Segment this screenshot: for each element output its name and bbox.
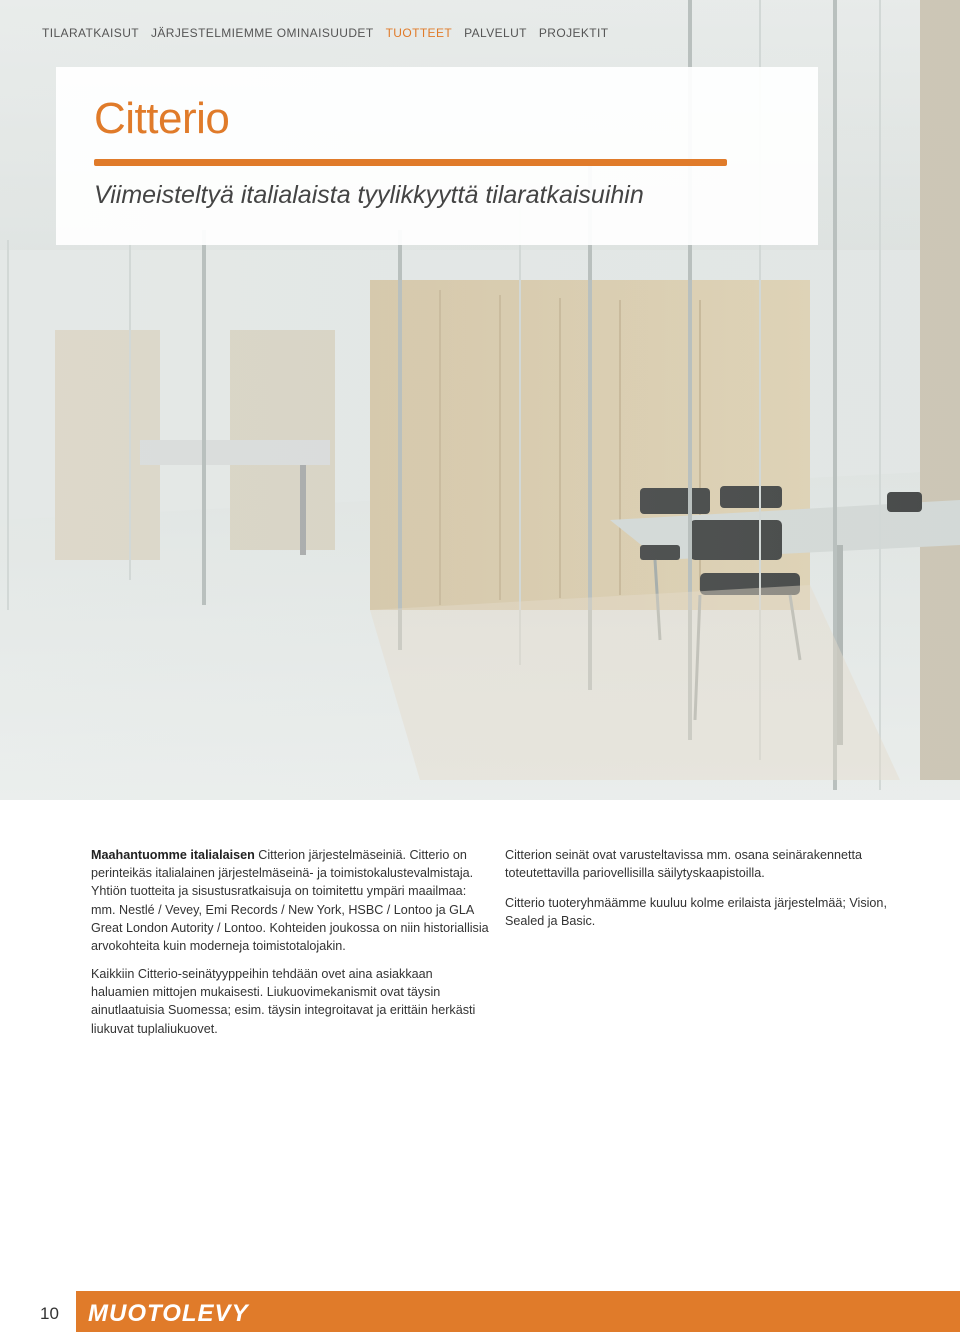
systems-paragraph [505,894,915,930]
nav-item-projektit[interactable]: PROJEKTIT [538,26,609,40]
page-subtitle: Viimeisteltyä italialaista tyylikkyyttä tilaratkaisuihin [94,181,644,209]
page-title: Citterio [94,94,230,143]
top-navigation [42,26,608,40]
systems-text: Citterio tuoteryhmäämme kuuluu kolme erilaista järjestelmää; Vision, Sealed ja Basic. [505,896,887,929]
intro-paragraph [91,846,491,955]
brand-logo: MUOTOLEVY [88,1300,249,1327]
page-footer [0,1291,960,1332]
intro-lead: Maahantuomme italialaisen [91,848,255,862]
doors-paragraph [91,965,491,1038]
storage-paragraph [505,846,915,882]
nav-item-ominaisuudet[interactable]: JÄRJESTELMIEMME OMINAISUUDET [151,26,374,40]
page-number-box [0,1291,76,1332]
nav-item-palvelut[interactable]: PALVELUT [464,26,527,40]
title-divider [94,159,727,166]
intro-text: Citterion järjestelmäseiniä. Citterio on perinteikäs italialainen järjestelmäseinä- ja toimistokalustevalmistaja. Yhtiön tuotteita ja sisustusratkaisuja on toimitettu ympäri maailmaa: mm. Nestlé / Vevey, Emi Records / New York, HSBC / Lontoo ja GLA Great London Autority / Lontoo. Kohteiden joukossa on niin historiallisia arvokohteita kuin moderneja toimistotalojakin. [91,848,489,954]
nav-item-tuotteet[interactable]: TUOTTEET [385,26,453,40]
doors-text: Kaikkiin Citterio-seinätyyppeihin tehdään ovet aina asiakkaan haluamien mittojen mukaisesti. Liukuovimekanismit ovat täysin ainutlaatuisia Suomessa; esim. täysin integroitavat ja erittäin herkästi liukuvat tuplaliukuovet. [91,967,476,1036]
storage-text: Citterion seinät ovat varusteltavissa mm. osana seinärakennetta toteutettavilla pariovellisilla säilytyskaapistoilla. [505,848,863,881]
page-number: 10 [40,1304,59,1323]
nav-item-tilaratkaisut[interactable]: TILARATKAISUT [42,26,139,40]
